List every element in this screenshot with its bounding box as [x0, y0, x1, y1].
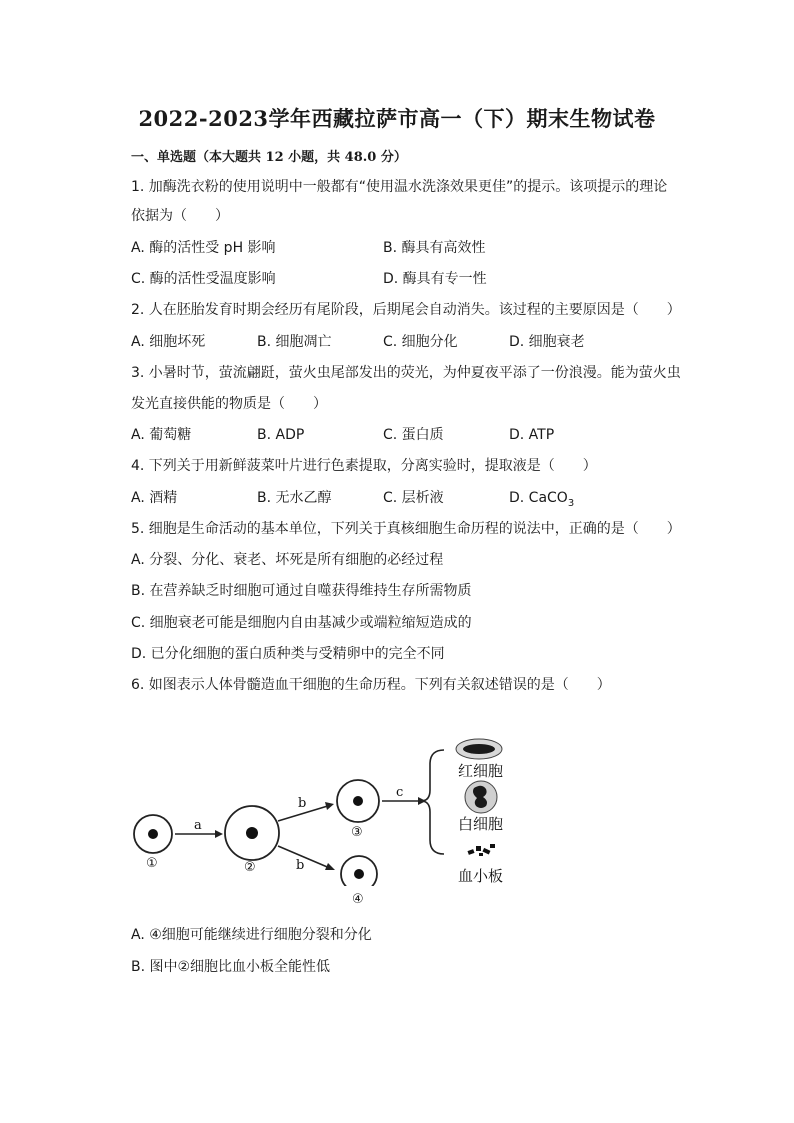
cell-4 [341, 856, 377, 886]
q1-option-d: D. 酶具有专一性 [383, 271, 487, 287]
q5-option-c: C. 细胞衰老可能是细胞内自由基减少或端粒缩短造成的 [131, 615, 472, 631]
platelets [467, 844, 495, 856]
cell-3-label: ③ [351, 825, 363, 840]
q2-option-d: D. 细胞衰老 [509, 334, 585, 350]
red-blood-cell-label: 红细胞 [458, 762, 504, 780]
arrow-a-label: a [194, 818, 202, 833]
arrow-b-lower-label: b [296, 858, 305, 873]
q1-line-1: 1. 加酶洗衣粉的使用说明中一般都有“使用温水洗涤效果更佳”的提示。该项提示的理论 [131, 179, 668, 195]
q5-option-b: B. 在营养缺乏时细胞可通过自噬获得维持生存所需物质 [131, 583, 472, 599]
red-blood-cell [456, 739, 503, 780]
section-heading: 一、单选题（本大题共 12 小题，共 48.0 分） [131, 150, 407, 165]
q1-option-b: B. 酶具有高效性 [383, 240, 486, 256]
q6-line-1: 6. 如图表示人体骨髓造血干细胞的生命历程。下列有关叙述错误的是（ ） [131, 677, 611, 693]
q6-option-b: B. 图中②细胞比血小板全能性低 [131, 959, 331, 975]
page-title: 2022-2023学年西藏拉萨市高一（下）期末生物试卷 [138, 106, 656, 131]
q2-option-c: C. 细胞分化 [383, 334, 458, 350]
cell-4-label: ④ [352, 892, 364, 907]
q3-option-d: D. ATP [509, 427, 555, 443]
arrow-c-label: c [396, 785, 404, 800]
q4-option-d-text: D. CaCO [509, 490, 568, 506]
q6-option-a: A. ④细胞可能继续进行细胞分裂和分化 [131, 927, 372, 943]
q3-line-1: 3. 小暑时节，萤流翩跹，萤火虫尾部发出的荧光，为仲夏夜平添了一份浪漫。能为萤火虫 [131, 365, 681, 381]
q5-line-1: 5. 细胞是生命活动的基本单位，下列关于真核细胞生命历程的说法中，正确的是（ ） [131, 521, 681, 537]
q1-option-c: C. 酶的活性受温度影响 [131, 271, 276, 287]
white-blood-cell-label: 白细胞 [458, 815, 504, 833]
cell-1-label: ① [146, 856, 158, 871]
brace [421, 750, 444, 854]
arrow-b-upper-label: b [298, 796, 307, 811]
cell-1 [134, 815, 172, 871]
arrow-a [175, 818, 223, 838]
q4-option-c: C. 层析液 [383, 490, 444, 506]
arrow-b-lower [278, 846, 335, 873]
q4-option-a: A. 酒精 [131, 490, 178, 506]
q2-line-1: 2. 人在胚胎发育时期会经历有尾阶段，后期尾会自动消失。该过程的主要原因是（ ） [131, 302, 681, 318]
q3-option-c: C. 蛋白质 [383, 427, 444, 443]
q2-option-b: B. 细胞凋亡 [257, 334, 332, 350]
q3-option-a: A. 葡萄糖 [131, 427, 192, 443]
platelet-label: 血小板 [458, 867, 504, 885]
q4-option-d [509, 489, 574, 513]
q4-option-d-subscript: 3 [567, 497, 575, 509]
cell-2 [225, 806, 279, 875]
q1-option-a: A. 酶的活性受 pH 影响 [131, 240, 276, 256]
q3-line-2: 发光直接供能的物质是（ ） [131, 396, 327, 412]
q4-line-1: 4. 下列关于用新鲜菠菜叶片进行色素提取，分离实验时，提取液是（ ） [131, 458, 597, 474]
q5-option-a: A. 分裂、分化、衰老、坏死是所有细胞的必经过程 [131, 552, 444, 568]
q3-option-b: B. ADP [257, 427, 305, 443]
q2-option-a: A. 细胞坏死 [131, 334, 206, 350]
arrow-c [382, 785, 426, 805]
q4-option-b: B. 无水乙醇 [257, 490, 332, 506]
q1-line-2: 依据为（ ） [131, 208, 229, 224]
white-blood-cell [458, 781, 503, 833]
stem-cell-diagram [128, 736, 528, 886]
q5-option-d: D. 已分化细胞的蛋白质种类与受精卵中的完全不同 [131, 646, 445, 662]
arrow-b-upper [278, 796, 334, 821]
cell-3 [337, 780, 379, 840]
cell-2-label: ② [244, 860, 256, 875]
